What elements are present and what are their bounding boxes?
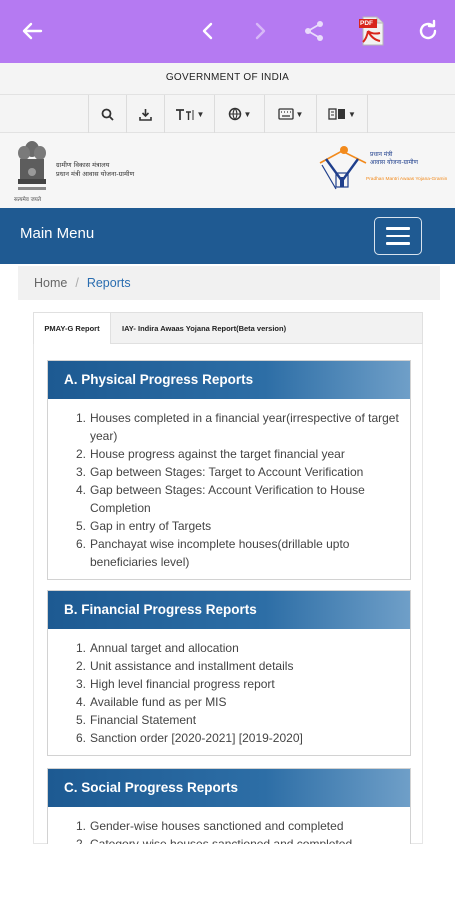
report-list xyxy=(48,629,410,755)
report-link-text: High level financial progress report xyxy=(90,677,275,691)
accessibility-toolbar xyxy=(0,95,455,133)
report-link-text: Panchayat wise incomplete houses(drillable upto beneficiaries level) xyxy=(90,537,350,569)
report-link-text: Unit assistance and installment details xyxy=(90,659,294,673)
list-number: 1. xyxy=(76,819,87,833)
pmay-line-1: प्रधान मंत्री xyxy=(370,151,393,158)
report-link[interactable] xyxy=(76,517,400,535)
panel-title: A. Physical Progress Reports xyxy=(48,361,410,399)
tab-pmayg-report[interactable]: PMAY-G Report xyxy=(34,313,111,344)
contrast-icon[interactable]: ▼ xyxy=(316,95,368,133)
report-link[interactable] xyxy=(76,675,400,693)
ministry-line-2: प्रधान मंत्री आवास योजना-ग्रामीण xyxy=(56,170,135,178)
report-link[interactable] xyxy=(76,463,400,481)
list-number: 6. xyxy=(76,537,87,551)
list-number: 1. xyxy=(76,411,87,425)
report-link[interactable] xyxy=(76,481,400,517)
pdf-icon[interactable] xyxy=(352,11,392,51)
report-link[interactable] xyxy=(76,535,400,571)
breadcrumb xyxy=(18,266,440,300)
list-number: 4. xyxy=(76,483,87,497)
report-link-text: Houses completed in a financial year(irrespective of target year) xyxy=(90,411,399,443)
main-menu-label: Main Menu xyxy=(20,225,95,242)
report-link[interactable] xyxy=(76,711,400,729)
list-number: 2. xyxy=(76,659,87,673)
report-tabs xyxy=(33,312,423,344)
ministry-line-1: ग्रामीण विकास मंत्रालय xyxy=(56,161,110,169)
breadcrumb-home[interactable]: Home xyxy=(34,276,68,290)
download-icon[interactable] xyxy=(126,95,164,133)
ministry-name xyxy=(56,161,134,179)
panel-title: C. Social Progress Reports xyxy=(48,769,410,807)
report-link-text: Gap between Stages: Account Verification to House Completion xyxy=(90,483,365,515)
globe-icon[interactable]: ▼ xyxy=(214,95,264,133)
list-number: 2. xyxy=(76,447,87,461)
app-bar xyxy=(0,0,455,63)
report-link[interactable] xyxy=(76,693,400,711)
panel-title: B. Financial Progress Reports xyxy=(48,591,410,629)
report-link-text: Available fund as per MIS xyxy=(90,695,227,709)
report-link-text: Gap between Stages: Target to Account Verification xyxy=(90,465,364,479)
physical-progress-panel xyxy=(47,360,411,580)
report-link[interactable] xyxy=(76,409,400,445)
pmay-line-3: Pradhan Mantri Awaas Yojana-Gramin xyxy=(366,177,448,182)
text-size-icon[interactable]: ▼ xyxy=(164,95,214,133)
tab-content xyxy=(33,344,423,844)
report-link-text: Annual target and allocation xyxy=(90,641,239,655)
site-header xyxy=(0,133,455,208)
national-emblem-logo[interactable] xyxy=(14,139,50,199)
report-link-text: Financial Statement xyxy=(90,713,197,727)
pmay-line-2: आवास योजना-ग्रामीण xyxy=(370,159,418,166)
report-link-text: Gap in entry of Targets xyxy=(90,519,212,533)
report-link-text: Gender-wise houses sanctioned and completed xyxy=(90,819,344,833)
financial-progress-panel xyxy=(47,590,411,756)
emblem-caption: सत्यमेव जयते xyxy=(14,197,42,203)
report-link[interactable] xyxy=(76,817,400,835)
tab-iay-report[interactable]: IAY- Indira Awaas Yojana Report(Beta version) xyxy=(122,324,287,333)
list-number: 5. xyxy=(76,713,87,727)
share-icon[interactable] xyxy=(294,11,334,51)
chevron-left-icon[interactable] xyxy=(188,11,228,51)
search-icon[interactable] xyxy=(88,95,126,133)
breadcrumb-current[interactable]: Reports xyxy=(86,276,131,290)
refresh-icon[interactable] xyxy=(408,11,448,51)
list-number: 3. xyxy=(76,677,87,691)
back-arrow-icon[interactable] xyxy=(12,11,52,51)
report-link-text: Sanction order [2020-2021] [2019-2020] xyxy=(90,731,303,745)
government-banner xyxy=(0,63,455,95)
list-number: 6. xyxy=(76,731,87,745)
chevron-right-icon[interactable] xyxy=(240,11,280,51)
main-menu-bar xyxy=(0,208,455,264)
government-text: GOVERNMENT OF INDIA xyxy=(165,72,290,83)
list-number: 4. xyxy=(76,695,87,709)
report-link-text: House progress against the target financial year xyxy=(90,447,345,461)
bottom-blank-area xyxy=(0,844,455,900)
pdf-label: PDF xyxy=(360,20,373,27)
pmay-logo[interactable] xyxy=(318,145,448,197)
report-list xyxy=(48,399,410,579)
list-number: 5. xyxy=(76,519,87,533)
keyboard-icon[interactable]: ▼ xyxy=(264,95,316,133)
hamburger-menu-icon[interactable] xyxy=(374,217,422,255)
report-link[interactable] xyxy=(76,729,400,747)
list-number: 3. xyxy=(76,465,87,479)
report-link[interactable] xyxy=(76,639,400,657)
report-link[interactable] xyxy=(76,657,400,675)
report-link[interactable] xyxy=(76,445,400,463)
list-number: 1. xyxy=(76,641,87,655)
breadcrumb-separator: / xyxy=(75,276,79,290)
